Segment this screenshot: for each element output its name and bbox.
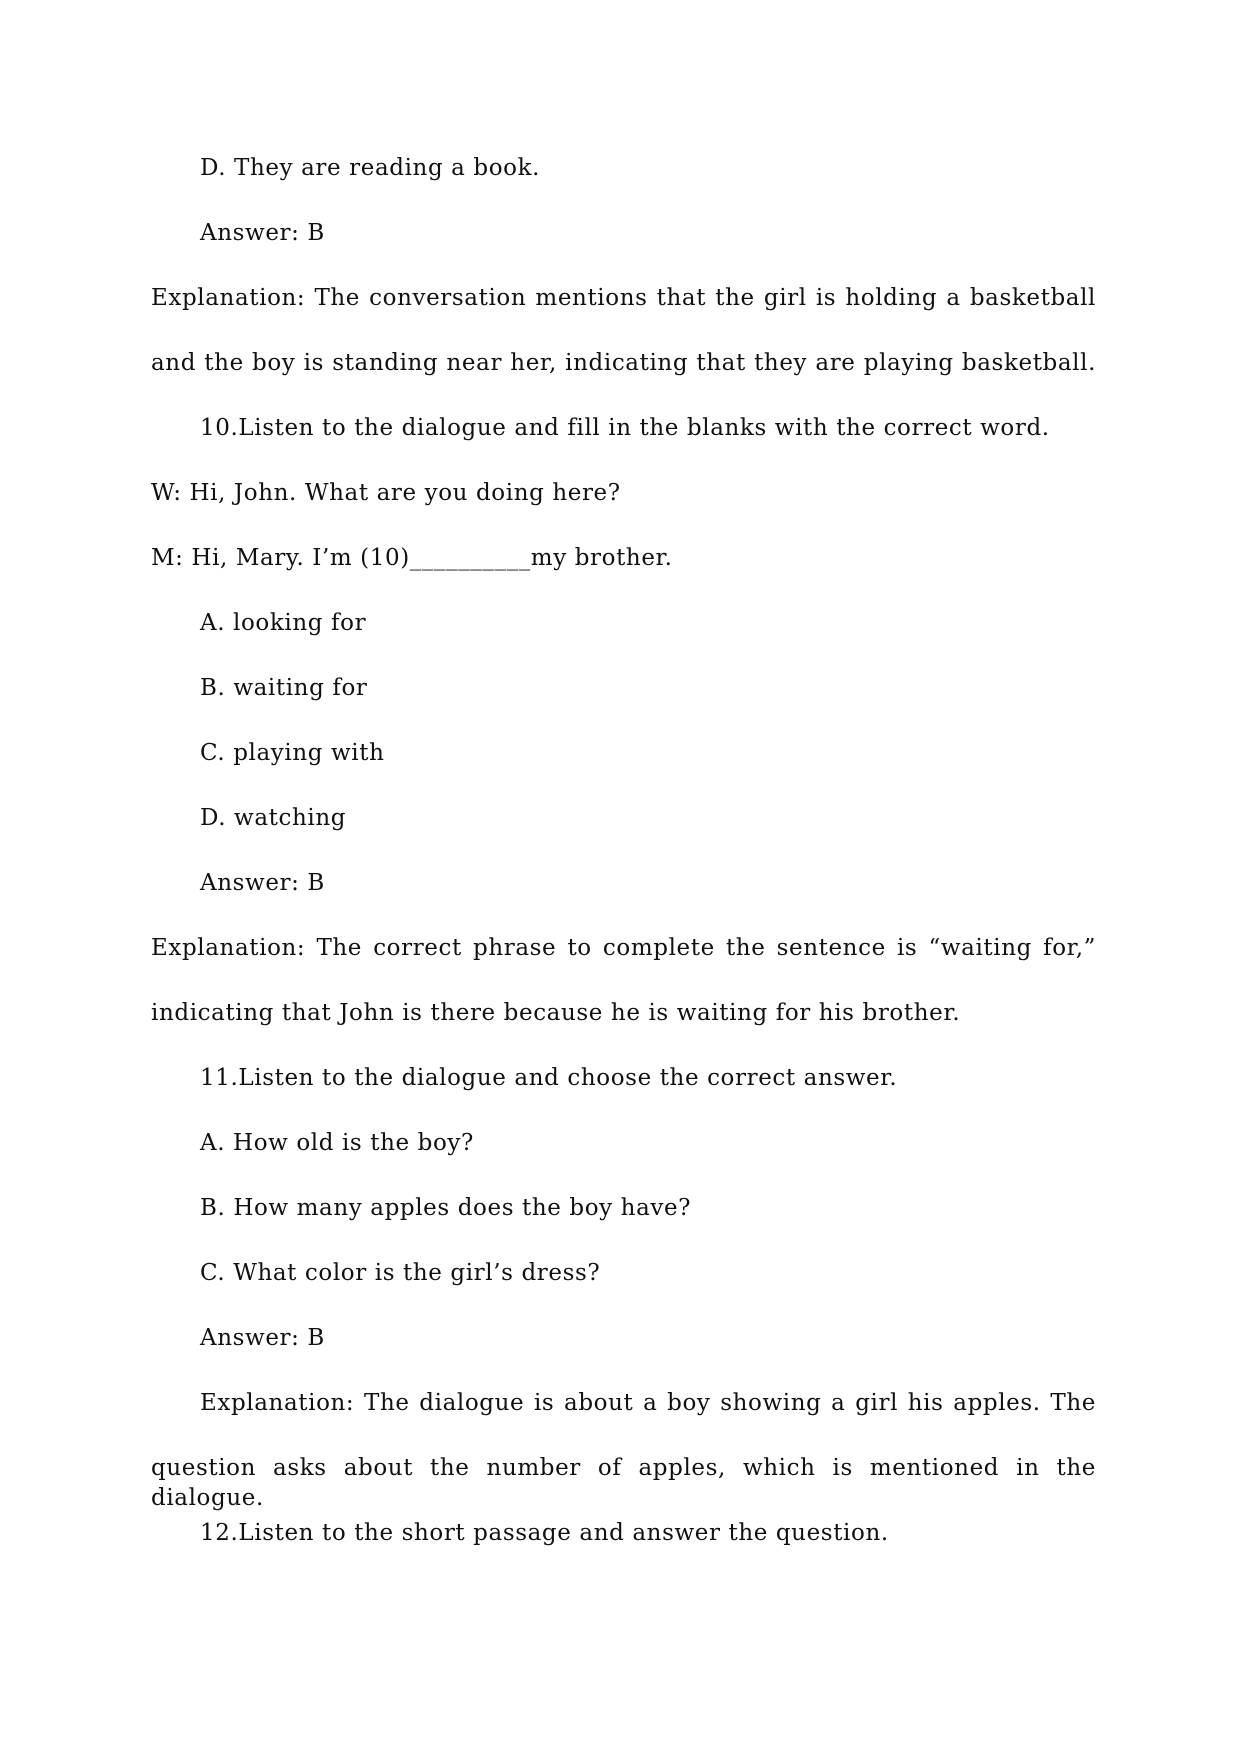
explanation-line: question asks about the number of apples, which is mentioned in the dialogue. xyxy=(151,1455,1096,1511)
explanation-line: Explanation: The dialogue is about a boy showing a girl his apples. The xyxy=(200,1390,1096,1416)
option-b-line: B. waiting for xyxy=(200,675,368,701)
option-a-line: A. looking for xyxy=(200,610,367,636)
question-10-prompt: 10.Listen to the dialogue and fill in the blanks with the correct word. xyxy=(200,415,1050,441)
explanation-line: Explanation: The correct phrase to complete the sentence is “waiting for,” xyxy=(151,935,1096,961)
option-d-line: D. watching xyxy=(200,805,347,831)
question-12-prompt: 12.Listen to the short passage and answer the question. xyxy=(200,1520,889,1546)
option-c-line: C. playing with xyxy=(200,740,385,766)
explanation-line: indicating that John is there because he is waiting for his brother. xyxy=(151,1000,961,1026)
option-a-line: A. How old is the boy? xyxy=(200,1130,474,1156)
question-11-prompt: 11.Listen to the dialogue and choose the correct answer. xyxy=(200,1065,898,1091)
dialogue-line: M: Hi, Mary. I’m (10)__________my brother. xyxy=(151,545,673,571)
option-b-line: B. How many apples does the boy have? xyxy=(200,1195,692,1221)
explanation-line: Explanation: The conversation mentions that the girl is holding a basketball xyxy=(151,285,1096,311)
explanation-line: and the boy is standing near her, indicating that they are playing basketball. xyxy=(151,350,1096,376)
option-d-line: D. They are reading a book. xyxy=(200,155,541,181)
dialogue-line: W: Hi, John. What are you doing here? xyxy=(151,480,621,506)
answer-line: Answer: B xyxy=(200,1325,325,1351)
option-c-line: C. What color is the girl’s dress? xyxy=(200,1260,601,1286)
answer-line: Answer: B xyxy=(200,870,325,896)
answer-line: Answer: B xyxy=(200,220,325,246)
